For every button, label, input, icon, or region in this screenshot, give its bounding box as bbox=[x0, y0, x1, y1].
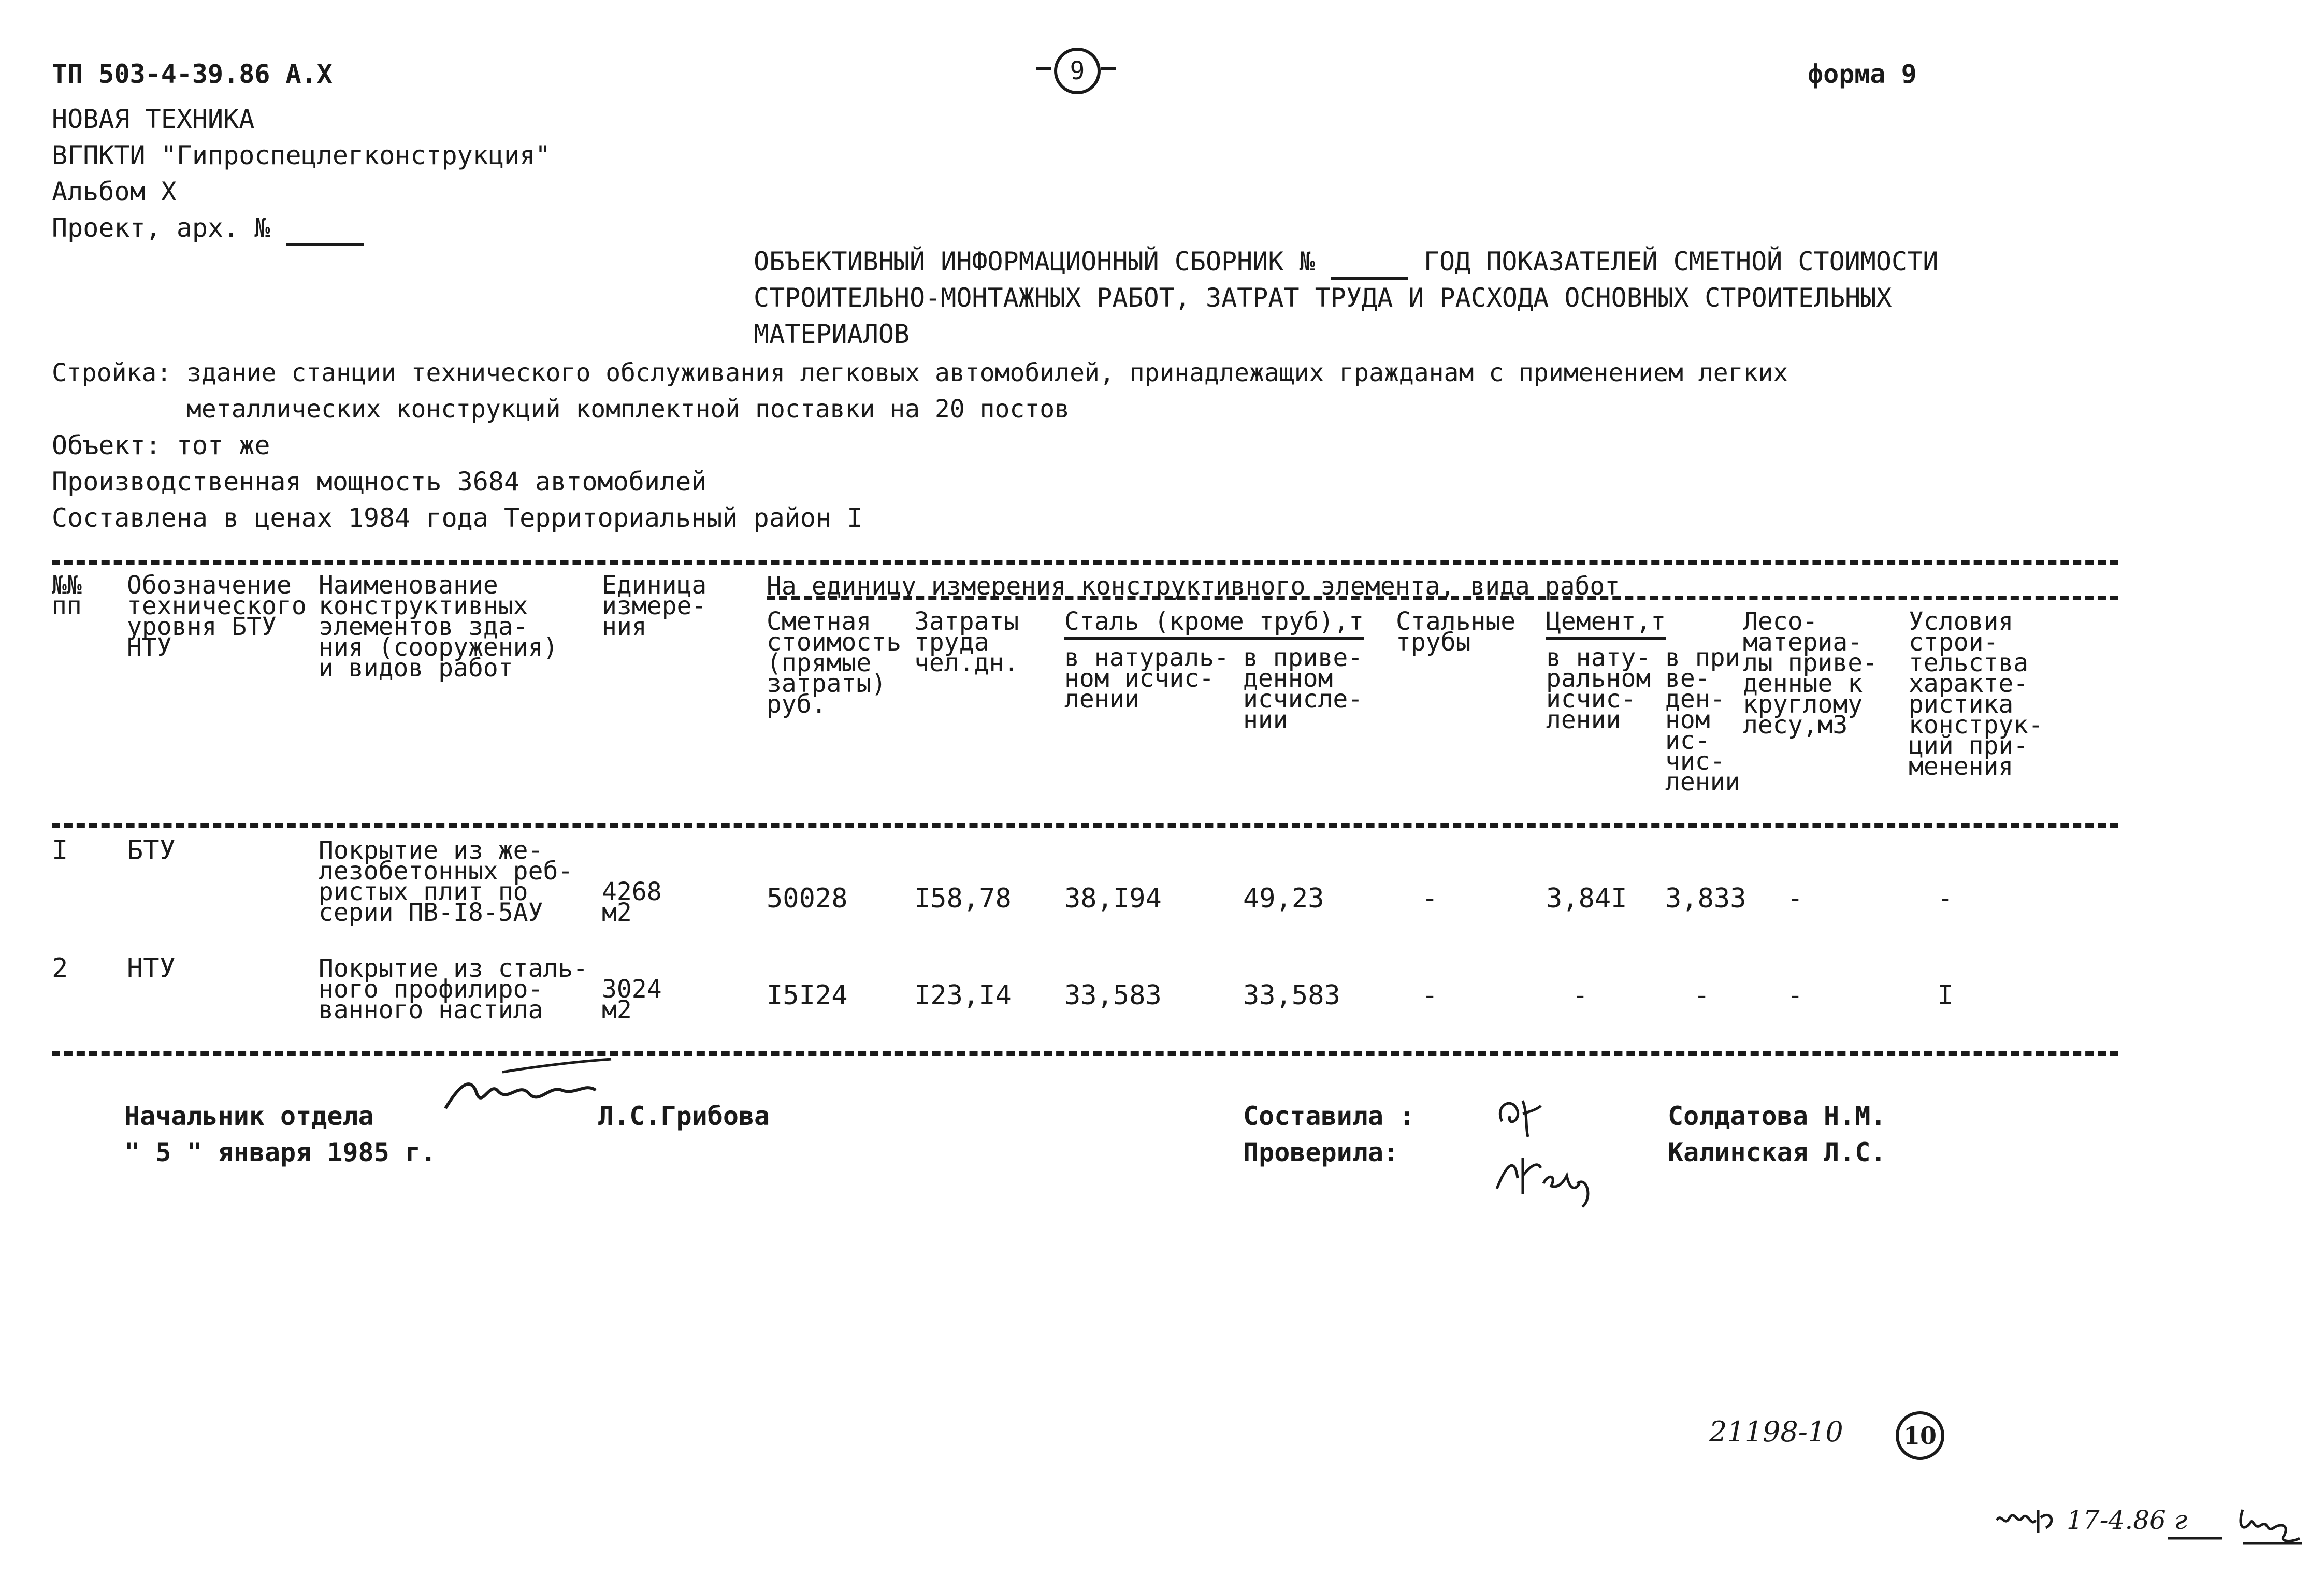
checked-name: Калинская Л.С. bbox=[1668, 1137, 1886, 1167]
capacity-line: Производственная мощность 3684 автомобилей bbox=[52, 467, 707, 497]
title-line-3: МАТЕРИАЛОВ bbox=[754, 319, 910, 349]
table-header-bottom-rule bbox=[52, 823, 2118, 828]
row2-cement-natural: - bbox=[1572, 980, 1589, 1011]
table-bottom-rule bbox=[52, 1051, 2118, 1056]
row1-steel-natural: 38,I94 bbox=[1064, 883, 1162, 914]
row1-labor: I58,78 bbox=[914, 883, 1012, 914]
prices-line: Составлена в ценах 1984 года Территориальный район I bbox=[52, 503, 863, 533]
collection-number-blank bbox=[1331, 250, 1408, 280]
construction-line-2: металлических конструкций комплектной поставки на 20 постов bbox=[186, 395, 1070, 424]
compiled-label: Составила : bbox=[1243, 1101, 1415, 1131]
header-group: На единицу измерения конструктивного элемента, вида работ bbox=[767, 572, 1620, 601]
page-number: 9 bbox=[1054, 48, 1101, 94]
row1-unit: 4268 м2 bbox=[602, 877, 662, 927]
row2-name: Покрытие из сталь- ного профилиро- ванного настила bbox=[319, 954, 588, 1024]
row1-name: Покрытие из же- лезобетонных реб- ристых плит по серии ПВ-I8-5АУ bbox=[319, 836, 573, 927]
row1-cement-reduced: 3,833 bbox=[1665, 883, 1746, 914]
header-line-album: Альбом Х bbox=[52, 177, 177, 207]
compiled-name: Солдатова Н.М. bbox=[1668, 1101, 1886, 1131]
header-cement-reduced: в при ве- ден- ном ис- чис- лении bbox=[1665, 643, 1740, 797]
chief-name: Л.С.Грибова bbox=[598, 1101, 770, 1131]
row1-pipes: - bbox=[1422, 883, 1438, 914]
page-number-dashes bbox=[1036, 66, 1119, 71]
title-line-1: ОБЪЕКТИВНЫЙ ИНФОРМАЦИОННЫЙ СБОРНИК № ГОД ПОКАЗАТЕЛЕЙ СМЕТНОЙ СТОИМОСТИ bbox=[754, 243, 1938, 280]
header-conditions: Условия строи- тельства характе- ристика конструк- ций при- менения bbox=[1909, 607, 2044, 781]
table-top-rule bbox=[52, 560, 2118, 565]
project-number-blank bbox=[286, 216, 364, 246]
header-cement-natural: в нату- ральном исчис- лении bbox=[1546, 643, 1651, 734]
title-line-2: СТРОИТЕЛЬНО-МОНТАЖНЫХ РАБОТ, ЗАТРАТ ТРУДА И РАСХОДА ОСНОВНЫХ СТРОИТЕЛЬНЫХ bbox=[754, 283, 1892, 313]
header-steel-natural: в натураль- ном исчис- лении bbox=[1064, 643, 1229, 714]
header-cost: Сметная стоимость (прямые затраты) руб. bbox=[767, 607, 902, 719]
row2-cost: I5I24 bbox=[767, 980, 848, 1011]
row2-level: НТУ bbox=[127, 953, 176, 984]
header-unit: Единица измере- ния bbox=[602, 571, 707, 641]
row2-steel-natural: 33,583 bbox=[1064, 980, 1162, 1011]
header-steel-reduced: в приве- денном исчисле- нии bbox=[1243, 643, 1363, 734]
header-cement-group: Цемент,т bbox=[1546, 611, 1666, 632]
archive-stamp-number: 21198-10 bbox=[1709, 1415, 1843, 1448]
object-line: Объект: тот же bbox=[52, 430, 270, 460]
compiler-signatures bbox=[1492, 1085, 1626, 1209]
chief-signature bbox=[440, 1062, 616, 1129]
row2-timber: - bbox=[1787, 980, 1803, 1011]
row2-pipes: - bbox=[1422, 980, 1438, 1011]
header-steel-pipes: Стальные трубы bbox=[1396, 607, 1516, 657]
header-num: №№ пп bbox=[52, 571, 82, 620]
handwritten-initials bbox=[2165, 1502, 2305, 1549]
row2-num: 2 bbox=[52, 953, 68, 984]
row1-conditions: - bbox=[1937, 883, 1954, 914]
header-line-new-tech: НОВАЯ ТЕХНИКА bbox=[52, 104, 255, 134]
row1-steel-reduced: 49,23 bbox=[1243, 883, 1324, 914]
form-label: форма 9 bbox=[1808, 59, 1917, 89]
header-labor: Затраты труда чел.дн. bbox=[914, 607, 1019, 677]
document-code: ТП 503-4-39.86 А.Х bbox=[52, 59, 333, 89]
header-line-institute: ВГПКТИ "Гипроспецлегконструкция" bbox=[52, 140, 551, 170]
row1-num: I bbox=[52, 835, 68, 866]
sheet-circle-number: 10 bbox=[1896, 1411, 1944, 1460]
row1-cement-natural: 3,84I bbox=[1546, 883, 1627, 914]
construction-line-1: Стройка: здание станции технического обслуживания легковых автомобилей, принадлежащих гражданам с применением легких bbox=[52, 358, 1788, 387]
row2-labor: I23,I4 bbox=[914, 980, 1012, 1011]
handwritten-prefix-scribble bbox=[1994, 1497, 2061, 1538]
header-name: Наименование конструктивных элементов зда- ния (сооружения) и видов работ bbox=[319, 571, 558, 683]
header-timber: Лесо- материа- лы приве- денные к круглому лесу,м3 bbox=[1743, 607, 1878, 740]
row1-cost: 50028 bbox=[767, 883, 848, 914]
header-level: Обозначение технического уровня БТУ НТУ bbox=[127, 571, 307, 662]
handwritten-date: 17-4.86 г bbox=[2067, 1505, 2188, 1535]
row2-cement-reduced: - bbox=[1694, 980, 1710, 1011]
approval-date: " 5 " января 1985 г. bbox=[124, 1137, 437, 1167]
header-steel-group: Сталь (кроме труб),т bbox=[1064, 611, 1364, 632]
chief-label: Начальник отдела bbox=[124, 1101, 374, 1131]
checked-label: Проверила: bbox=[1243, 1137, 1399, 1167]
row1-timber: - bbox=[1787, 883, 1803, 914]
row2-conditions: I bbox=[1937, 980, 1954, 1011]
row1-level: БТУ bbox=[127, 835, 176, 866]
header-line-project: Проект, арх. № bbox=[52, 210, 364, 246]
row2-steel-reduced: 33,583 bbox=[1243, 980, 1340, 1011]
row2-unit: 3024 м2 bbox=[602, 975, 662, 1024]
